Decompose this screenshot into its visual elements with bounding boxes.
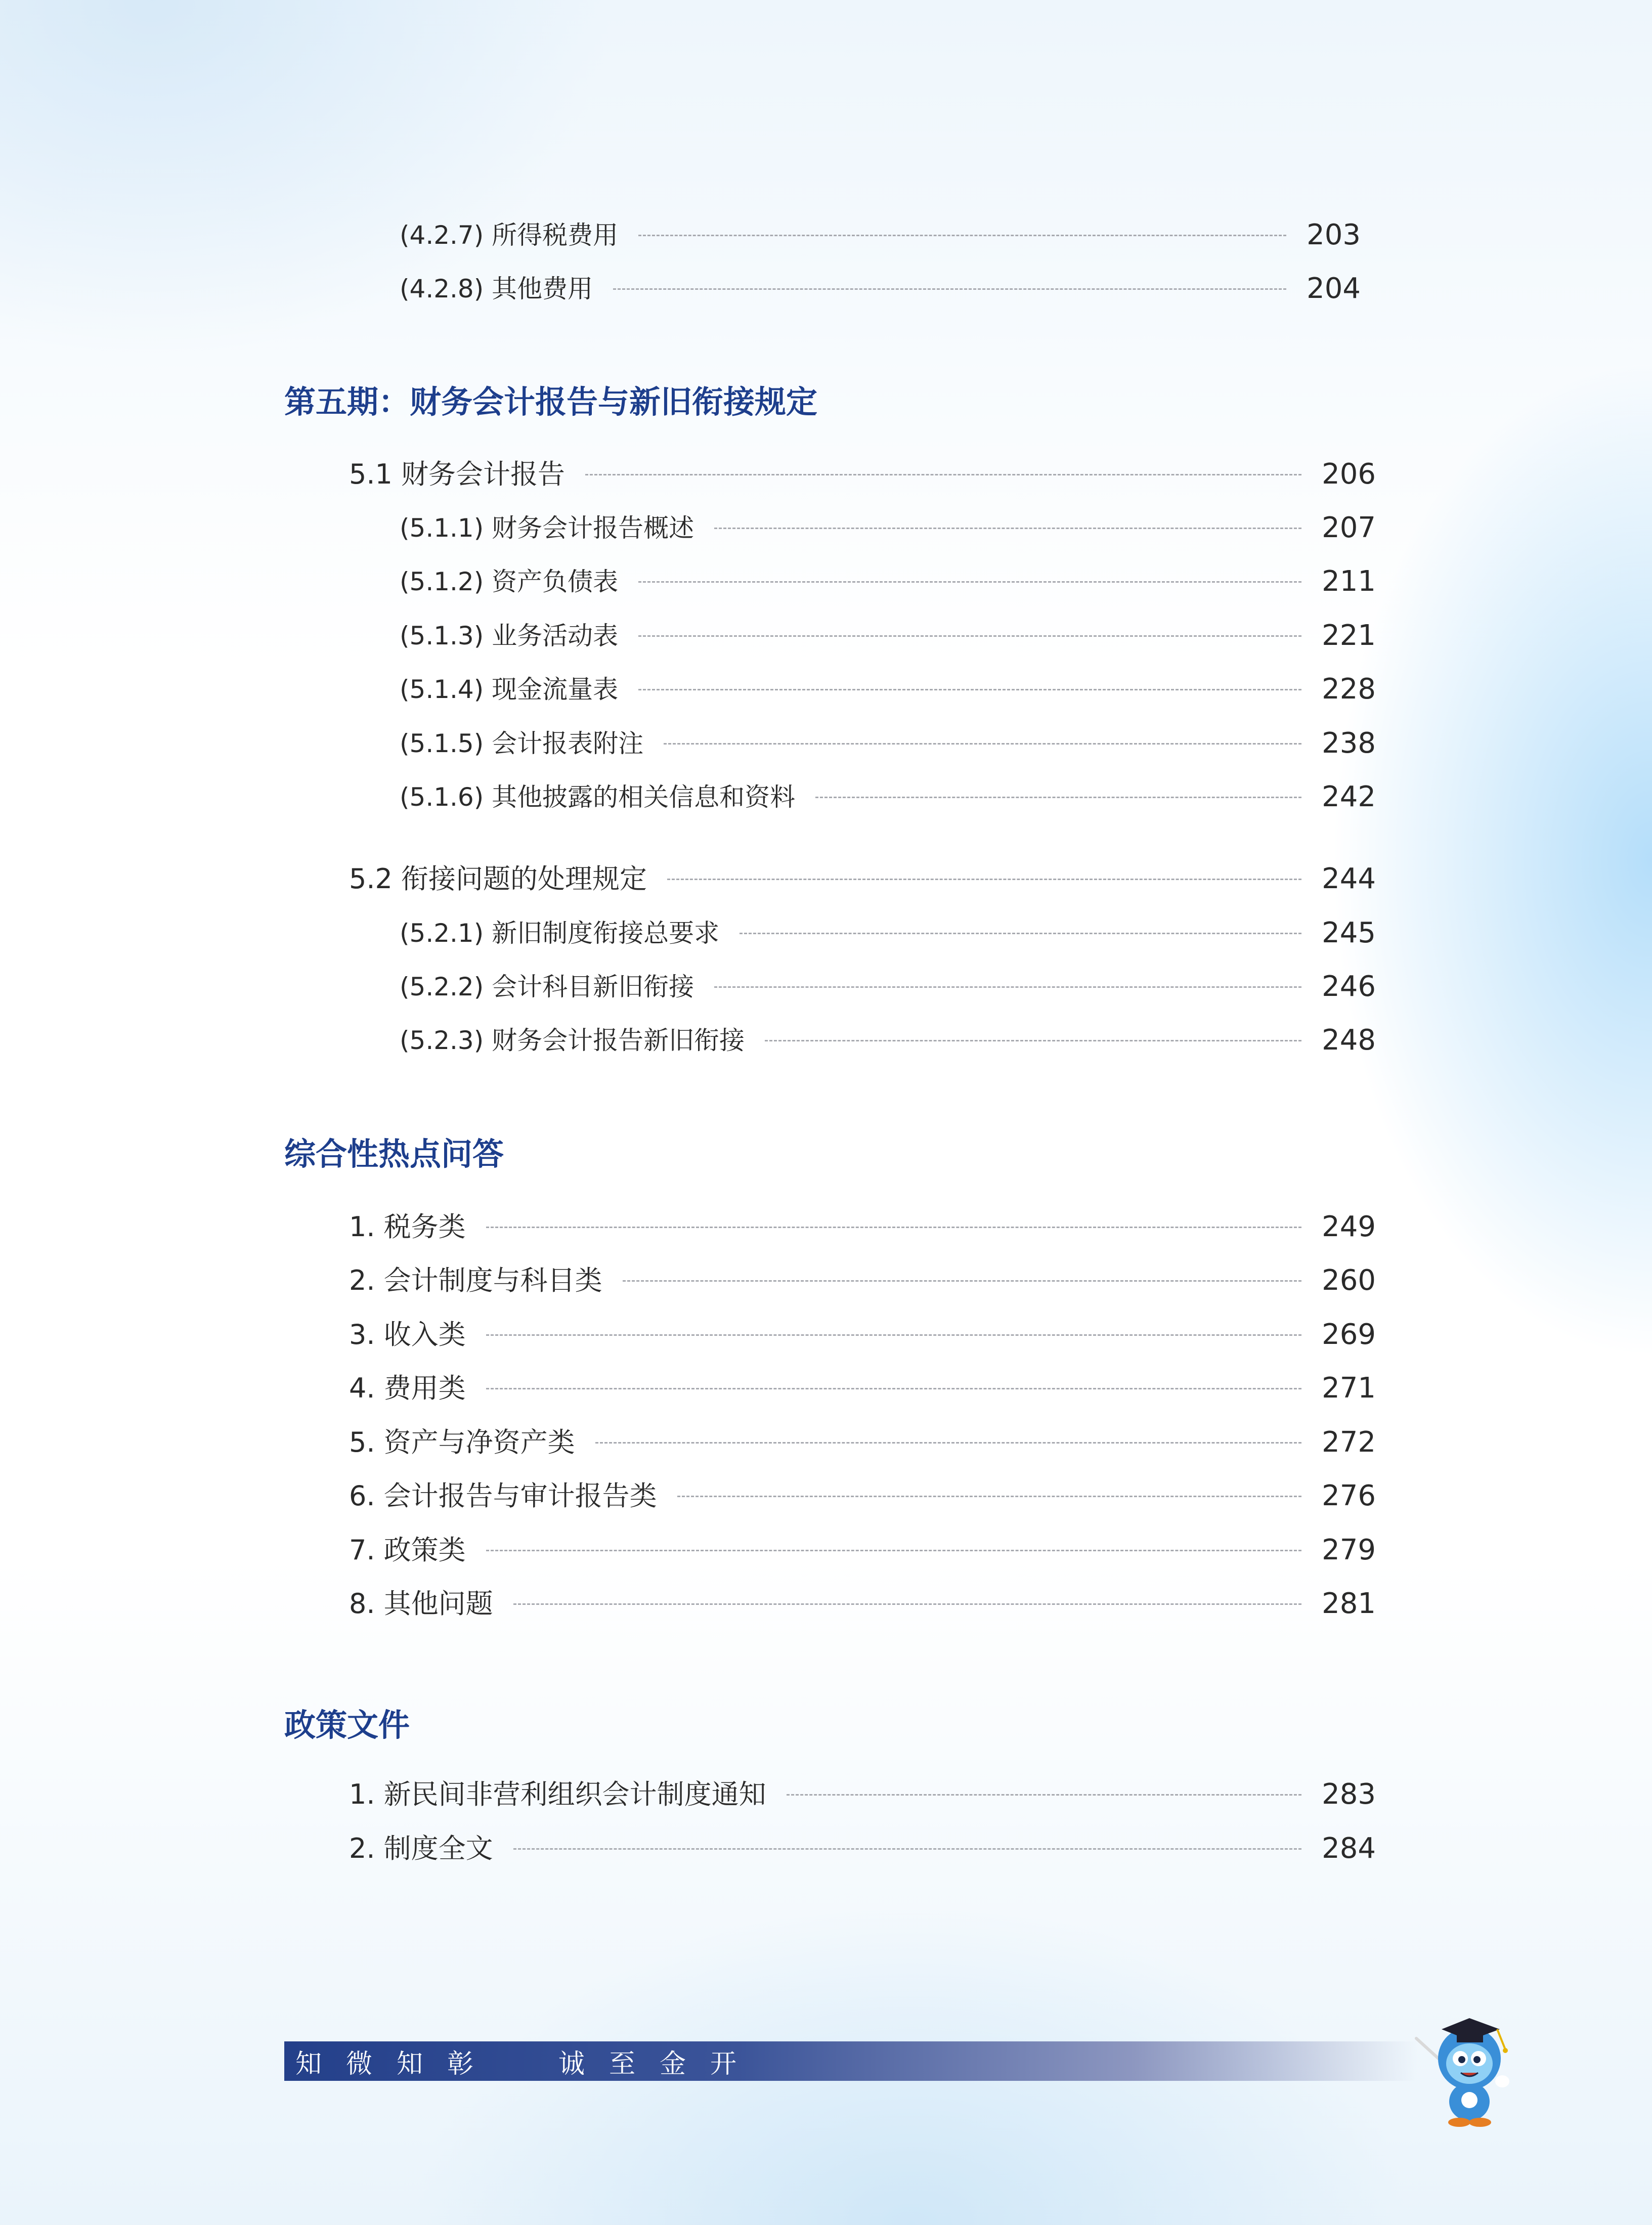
toc-entry[interactable] [349, 1207, 1376, 1247]
toc-entry[interactable] [349, 1828, 1376, 1869]
toc-entry-page: 203 [1307, 219, 1361, 251]
toc-entry-label: 1. 税务类 [349, 1211, 466, 1243]
toc-entry-page: 242 [1322, 780, 1376, 813]
leader-dots [664, 743, 1301, 745]
toc-entry[interactable] [349, 1476, 1376, 1516]
leader-dots [714, 528, 1301, 529]
scholar-mascot-icon [1406, 1993, 1533, 2129]
toc-entry-page: 272 [1322, 1426, 1376, 1459]
toc-entry[interactable] [400, 669, 1376, 710]
toc-section-5-2[interactable] [349, 859, 1376, 899]
section-heading-5[interactable]: 第五期：财务会计报告与新旧衔接规定 [284, 383, 818, 420]
footer-motto-right: 诚至金开 [558, 2048, 761, 2079]
leader-dots [486, 1388, 1301, 1389]
leader-dots [638, 689, 1301, 690]
toc-entry-page: 276 [1322, 1479, 1376, 1512]
toc-entry-page: 246 [1322, 970, 1376, 1003]
toc-entry-page: 283 [1322, 1778, 1376, 1811]
toc-entry-label: (4.2.8) 其他费用 [400, 274, 593, 303]
toc-entry[interactable] [400, 616, 1376, 656]
leader-dots [740, 933, 1301, 934]
toc-entry-label: 6. 会计报告与审计报告类 [349, 1480, 657, 1512]
toc-entry[interactable] [400, 723, 1376, 764]
toc-entry-page: 260 [1322, 1264, 1376, 1297]
toc-entry-label: (5.1.5) 会计报表附注 [400, 729, 644, 758]
toc-entry-label: (5.1.1) 财务会计报告概述 [400, 513, 694, 543]
leader-dots [638, 635, 1301, 637]
toc-entry[interactable] [400, 561, 1376, 602]
toc-entry-label: 5. 资产与净资产类 [349, 1426, 575, 1458]
leader-dots [623, 1280, 1301, 1282]
toc-entry-page: 271 [1322, 1372, 1376, 1405]
leader-dots [677, 1496, 1301, 1497]
toc-entry-page: 248 [1322, 1024, 1376, 1057]
toc-entry[interactable] [349, 1530, 1376, 1570]
leader-dots [486, 1227, 1301, 1228]
toc-entry-page: 211 [1322, 565, 1376, 598]
toc-entry-page: 279 [1322, 1534, 1376, 1566]
toc-entry-page: 221 [1322, 619, 1376, 652]
leader-dots [787, 1794, 1301, 1796]
toc-entry-page: 238 [1322, 727, 1376, 760]
toc-entry[interactable] [349, 1315, 1376, 1355]
toc-entry[interactable] [349, 1368, 1376, 1409]
toc-entry-label: 1. 新民间非营利组织会计制度通知 [349, 1778, 766, 1810]
toc-entry[interactable] [349, 1422, 1376, 1463]
toc-entry-page: 228 [1322, 673, 1376, 706]
leader-dots [486, 1334, 1301, 1336]
section-heading-policy[interactable]: 政策文件 [284, 1707, 410, 1743]
toc-entry[interactable] [400, 777, 1376, 817]
toc-entry-page: 207 [1322, 511, 1376, 544]
footer-banner [284, 2041, 1417, 2081]
toc-entry-label: 7. 政策类 [349, 1534, 466, 1566]
leader-dots [638, 581, 1301, 583]
leader-dots [638, 235, 1286, 236]
toc-entry-label: 2. 制度全文 [349, 1833, 493, 1864]
toc-entry[interactable] [400, 508, 1376, 548]
leader-dots [765, 1040, 1301, 1041]
toc-entry-label: (5.1.3) 业务活动表 [400, 621, 619, 650]
toc-entry-label: (5.1.4) 现金流量表 [400, 675, 619, 704]
toc-entry-page: 244 [1322, 862, 1376, 895]
toc-entry[interactable] [400, 215, 1361, 255]
toc-entry-label: (4.2.7) 所得税费用 [400, 221, 619, 250]
toc-entry-page: 206 [1322, 458, 1376, 491]
leader-dots [714, 986, 1301, 988]
leader-dots [815, 797, 1301, 798]
toc-entry-label: 5.2 衔接问题的处理规定 [349, 863, 647, 895]
toc-entry-page: 249 [1322, 1210, 1376, 1243]
toc-entry-page: 245 [1322, 917, 1376, 949]
toc-entry-page: 281 [1322, 1587, 1376, 1620]
leader-dots [613, 288, 1286, 290]
toc-entry-label: 8. 其他问题 [349, 1588, 493, 1620]
toc-entry[interactable] [400, 967, 1376, 1007]
toc-entry[interactable] [400, 1020, 1376, 1061]
toc-section-5-1[interactable] [349, 454, 1376, 495]
toc-entry-page: 284 [1322, 1832, 1376, 1865]
toc-entry-label: (5.1.2) 资产负债表 [400, 567, 619, 596]
leader-dots [513, 1848, 1301, 1850]
toc-entry[interactable] [349, 1260, 1376, 1301]
toc-entry[interactable] [400, 269, 1361, 309]
section-heading-qa[interactable]: 综合性热点问答 [284, 1136, 504, 1172]
leader-dots [486, 1550, 1301, 1551]
toc-entry-label: 3. 收入类 [349, 1319, 466, 1350]
leader-dots [595, 1442, 1301, 1444]
toc-entry-label: (5.2.3) 财务会计报告新旧衔接 [400, 1026, 745, 1055]
leader-dots [585, 474, 1301, 475]
toc-entry-label: (5.2.2) 会计科目新旧衔接 [400, 972, 694, 1001]
toc-entry-page: 269 [1322, 1318, 1376, 1351]
footer-motto-left: 知微知彰 [295, 2048, 498, 2079]
toc-entry[interactable] [349, 1584, 1376, 1624]
leader-dots [513, 1603, 1301, 1605]
toc-entry-label: 4. 费用类 [349, 1372, 466, 1404]
toc-entry-page: 204 [1307, 272, 1361, 305]
toc-entry[interactable] [400, 913, 1376, 953]
toc-entry-label: 2. 会计制度与科目类 [349, 1264, 602, 1296]
toc-entry-label: 5.1 财务会计报告 [349, 458, 566, 490]
toc-entry-label: (5.2.1) 新旧制度衔接总要求 [400, 919, 720, 948]
toc-entry-label: (5.1.6) 其他披露的相关信息和资料 [400, 782, 796, 812]
toc-entry[interactable] [349, 1774, 1376, 1815]
leader-dots [667, 879, 1301, 880]
